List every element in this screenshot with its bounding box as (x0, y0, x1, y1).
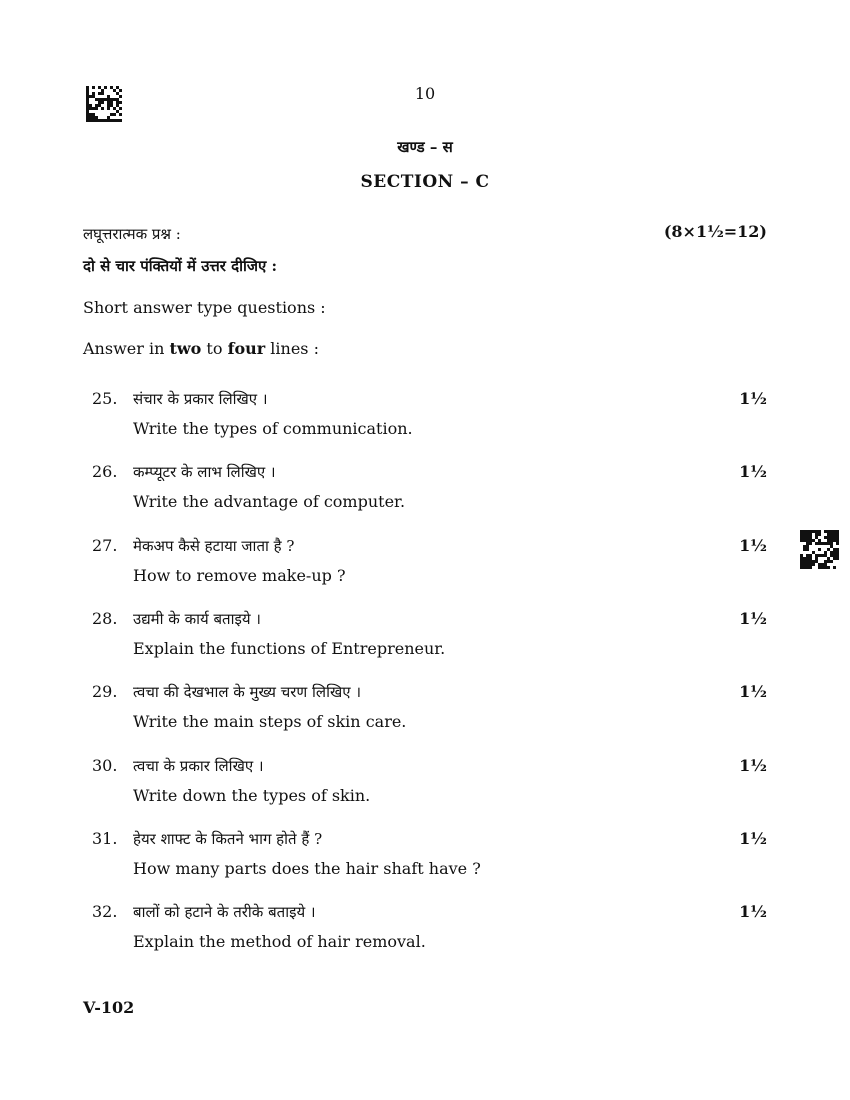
question-text-hindi: उद्यमी के कार्य बताइये । (133, 610, 261, 628)
question-type-hindi: लघूत्तरात्मक प्रश्न : (83, 225, 181, 243)
section-heading: SECTION – C (360, 172, 490, 192)
total-marks: (8×1½=12) (663, 222, 767, 241)
question-marks: 1½ (739, 609, 767, 628)
question-type-english: Short answer type questions : (83, 298, 326, 317)
question-number: 29. (92, 682, 118, 701)
question-text-english: How to remove make-up ? (133, 566, 346, 585)
question-number: 27. (92, 536, 118, 555)
question-item (83, 682, 767, 742)
instruction-emphasis: चार (115, 257, 135, 275)
instruction-part: lines : (265, 339, 319, 358)
question-item (83, 536, 767, 596)
question-text-hindi: हेयर शाफ्ट के कितने भाग होते हैं ? (133, 830, 323, 848)
instruction-part: दो से (83, 257, 116, 275)
instruction-part: पंक्तियों में उत्तर दीजिए : (134, 257, 278, 275)
question-number: 31. (92, 829, 118, 848)
instruction-emphasis: two (169, 339, 202, 358)
question-marks: 1½ (739, 682, 767, 701)
question-text-hindi: त्वचा के प्रकार लिखिए । (133, 757, 264, 775)
question-text-english: Explain the method of hair removal. (133, 932, 426, 951)
question-text-english: How many parts does the hair shaft have ? (133, 859, 481, 878)
instruction-emphasis: four (227, 339, 266, 358)
question-item (83, 902, 767, 962)
question-marks: 1½ (739, 389, 767, 408)
paper-code: V-102 (83, 998, 135, 1017)
question-marks: 1½ (739, 829, 767, 848)
question-number: 28. (92, 609, 118, 628)
question-text-english: Write the types of communication. (133, 419, 413, 438)
qr-code (800, 530, 839, 569)
question-text-hindi: त्वचा की देखभाल के मुख्य चरण लिखिए । (133, 683, 362, 701)
answer-instruction-hindi (83, 256, 277, 276)
instruction-part: to (201, 339, 228, 358)
question-text-english: Write down the types of skin. (133, 786, 371, 805)
question-text-english: Write the main steps of skin care. (133, 712, 407, 731)
instruction-part: Answer in (83, 339, 170, 358)
question-text-hindi: संचार के प्रकार लिखिए । (133, 390, 268, 408)
question-text-hindi: कम्प्यूटर के लाभ लिखिए । (133, 463, 276, 481)
question-text-english: Write the advantage of computer. (133, 492, 406, 511)
question-marks: 1½ (739, 902, 767, 921)
question-number: 30. (92, 756, 118, 775)
question-item (83, 609, 767, 669)
question-marks: 1½ (739, 756, 767, 775)
question-number: 32. (92, 902, 118, 921)
question-item (83, 756, 767, 816)
page-number: 10 (414, 84, 436, 103)
answer-instruction-english (83, 339, 319, 358)
question-item (83, 462, 767, 522)
question-marks: 1½ (739, 462, 767, 481)
question-text-english: Explain the functions of Entrepreneur. (133, 639, 446, 658)
question-text-hindi: मेकअप कैसे हटाया जाता है ? (133, 537, 295, 555)
section-heading-hindi: खण्ड – स (397, 138, 453, 156)
question-item (83, 829, 767, 889)
question-marks: 1½ (739, 536, 767, 555)
question-number: 25. (92, 389, 118, 408)
question-text-hindi: बालों को हटाने के तरीके बताइये । (133, 903, 316, 921)
question-number: 26. (92, 462, 118, 481)
question-item (83, 389, 767, 449)
